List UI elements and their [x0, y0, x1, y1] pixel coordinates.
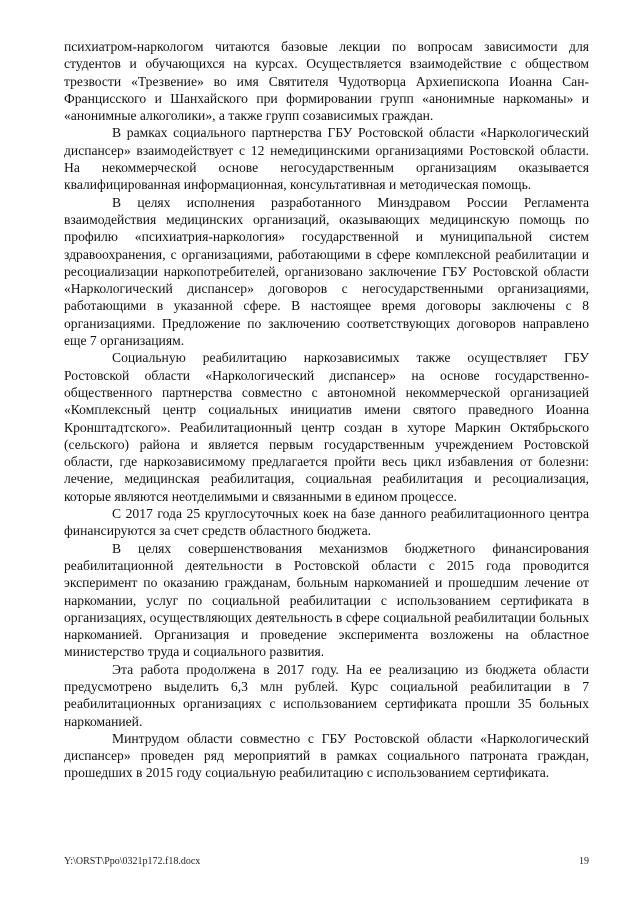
paragraph-social-partnership: В рамках социального партнерства ГБУ Ростовской области «Наркологический диспансер» взаимодействует с 12 немедицинскими организациями Ростовской области. На некоммерческой основе негосударственным организациям оказывается квалифицированная информационная, консультативная и методическая помощь. [64, 125, 589, 193]
paragraph-regulation: В целях исполнения разработанного Минздравом России Регламента взаимодействия медицинских организаций, оказывающих медицинскую помощь по профилю «психиатрия-наркология» государственной и муниципальной систем здравоохранения, с организациями, работающими в сфере комплексной реабилитации и ресоциализации наркопотребителей, организовано заключение ГБУ Ростовской области «Наркологический диспансер» договоров с негосударственными организациями, работающими в указанной сфере. В настоящее время договоры заключены с 8 организациями. Предложение по заключению соответствующих договоров направлено еще 7 организациям. [64, 194, 589, 349]
paragraph-budget-beds: С 2017 года 25 круглосуточных коек на базе данного реабилитационного центра финансируются за счет средств областного бюджета. [64, 506, 589, 539]
document-body [64, 38, 589, 782]
footer-file-path: Y:\ORST\Ppo\0321p172.f18.docx [64, 856, 201, 867]
page-footer [64, 856, 589, 867]
paragraph-experiment: В целях совершенствования механизмов бюджетного финансирования реабилитационной деятельности в Ростовской области с 2015 года проводится эксперимент по оказанию гражданам, больным наркоманией и прошедшим лечение от наркомании, услуг по социальной реабилитации с использованием сертификата в организациях, осуществляющих деятельность в сфере социальной реабилитации больных наркоманией. Организация и проведение эксперимента возложены на областное министерство труда и социального развития. [64, 540, 589, 660]
paragraph-rehabilitation-center: Социальную реабилитацию наркозависимых также осуществляет ГБУ Ростовской области «Наркологический диспансер» на основе государственно-общественного партнерства совместно с автономной некоммерческой организацией «Комплексный центр социальных инициатив имени святого праведного Иоанна Кронштадтского». Реабилитационный центр создан в хуторе Маркин Октябрьского (сельского) района и является первым государственным учреждением Ростовской области, где наркозависимому предлагается пройти весь цикл избавления от болезни: лечение, медицинская реабилитация, социальная реабилитация и ресоциализация, которые являются неотделимыми и связанными в едином процессе. [64, 350, 589, 504]
paragraph-social-patronage: Минтрудом области совместно с ГБУ Ростовской области «Наркологический диспансер» проведен ряд мероприятий в рамках социального патроната граждан, прошедших в 2015 году социальную реабилитацию с использованием сертификата. [64, 730, 589, 781]
paragraph-continuation: психиатром-наркологом читаются базовые лекции по вопросам зависимости для студентов и обучающихся на курсах. Осуществляется взаимодействие с обществом трезвости «Трезвение» во имя Святителя Чудотворца Архиепископа Иоанна Сан-Францисского и Шанхайского при формировании групп «анонимные наркоманы» и «анонимные алкоголики», а также групп созависимых граждан. [64, 39, 589, 124]
page-number: 19 [579, 856, 589, 867]
paragraph-2017-continuation: Эта работа продолжена в 2017 году. На ее реализацию из бюджета области предусмотрено выделить 6,3 млн рублей. Курс социальной реабилитации в 7 реабилитационных организациях с использованием сертификата прошли 35 больных наркоманией. [64, 661, 589, 729]
